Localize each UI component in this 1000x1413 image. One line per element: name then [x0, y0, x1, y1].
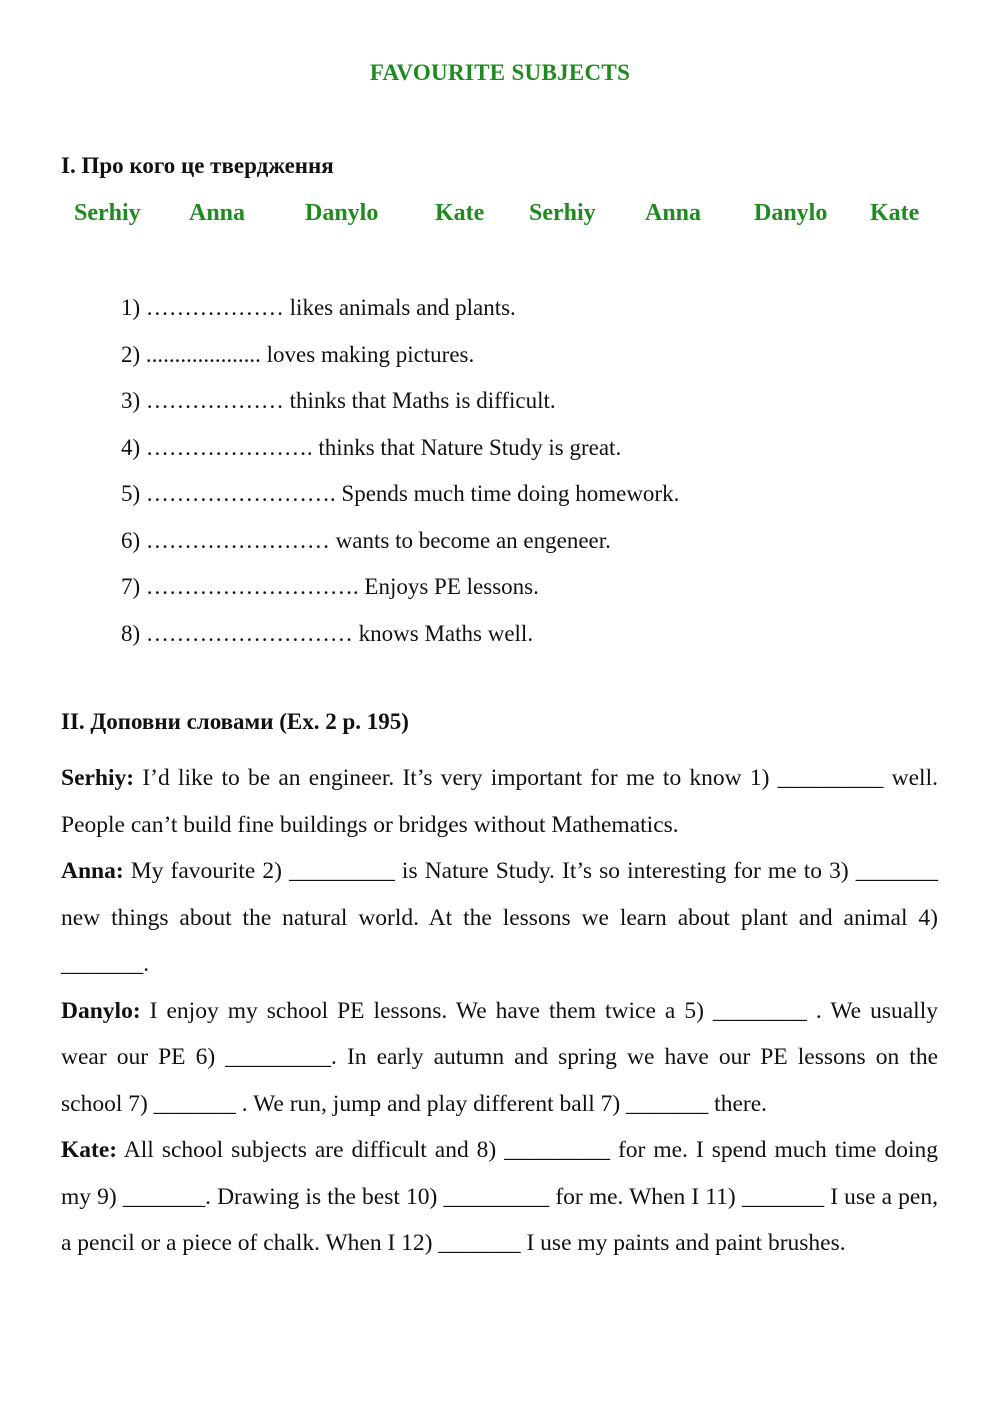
fill-in-paragraphs [61, 755, 938, 1267]
name-option: Kate [435, 200, 485, 226]
name-option: Serhiy [529, 200, 596, 226]
name-option: Kate [870, 200, 920, 226]
paragraph-text: I’d like to be an engineer. It’s very important for me to know 1) _________ well. People can’t build fine buildings or bridges without Mathematics. [61, 765, 938, 838]
statement-item: 4) …………………. thinks that Nature Study is great. [121, 434, 622, 460]
speaker-label: Kate: [61, 1137, 118, 1163]
speaker-label: Danylo: [61, 997, 141, 1024]
speaker-label: Anna: [61, 858, 124, 884]
name-option: Danylo [754, 200, 828, 226]
paragraph-anna [61, 848, 938, 988]
statements-list [121, 293, 679, 665]
statement-item: 3) ……………… thinks that Maths is difficult. [121, 388, 556, 413]
page-title: FAVOURITE SUBJECTS [369, 60, 631, 85]
name-option: Anna [645, 200, 702, 226]
paragraph-text: My favourite 2) _________ is Nature Study. It’s so interesting for me to 3) _______ new things about the natural world. At the lessons we learn about plant and animal 4) _______. [61, 858, 938, 977]
paragraph-danylo [61, 988, 938, 1128]
paragraph-serhiy [61, 755, 938, 848]
paragraph-text: All school subjects are difficult and 8) _________ for me. I spend much time doing my 9) _______. Drawing is the best 10) _________ for me. When I 11) _______ I use a pen, a pencil or a piece of chalk. When I 12) _______ I use my paints and paint brushes. [61, 1137, 938, 1256]
statement-item: 6) …………………… wants to become an engeneer. [121, 527, 611, 553]
name-option: Anna [189, 200, 246, 226]
paragraph-kate [61, 1127, 938, 1267]
speaker-label: Serhiy: [61, 765, 135, 791]
name-option: Danylo [305, 200, 379, 226]
statement-item: 1) ……………… likes animals and plants. [121, 295, 516, 320]
section-2-heading: II. Доповни словами (Ex. 2 p. 195) [61, 709, 409, 734]
name-option: Serhiy [74, 200, 141, 226]
statement-item: 7) ………………………. Enjoys PE lessons. [121, 574, 539, 599]
names-row [74, 200, 944, 230]
section-1-heading: I. Про кого це твердження [61, 153, 334, 178]
statement-item: 8) ……………………… knows Maths well. [121, 620, 534, 646]
paragraph-text: I enjoy my school PE lessons. We have them twice a 5) ________ . We usually wear our PE 6) _________. In early autumn and spring we have our PE lessons on the school 7) _______ . We run, jump and play different ball 7) _______ there. [61, 997, 938, 1117]
statement-item: 5) ……………………. Spends much time doing homework. [121, 481, 680, 506]
statement-item: 2) .................... loves making pictures. [121, 341, 475, 367]
